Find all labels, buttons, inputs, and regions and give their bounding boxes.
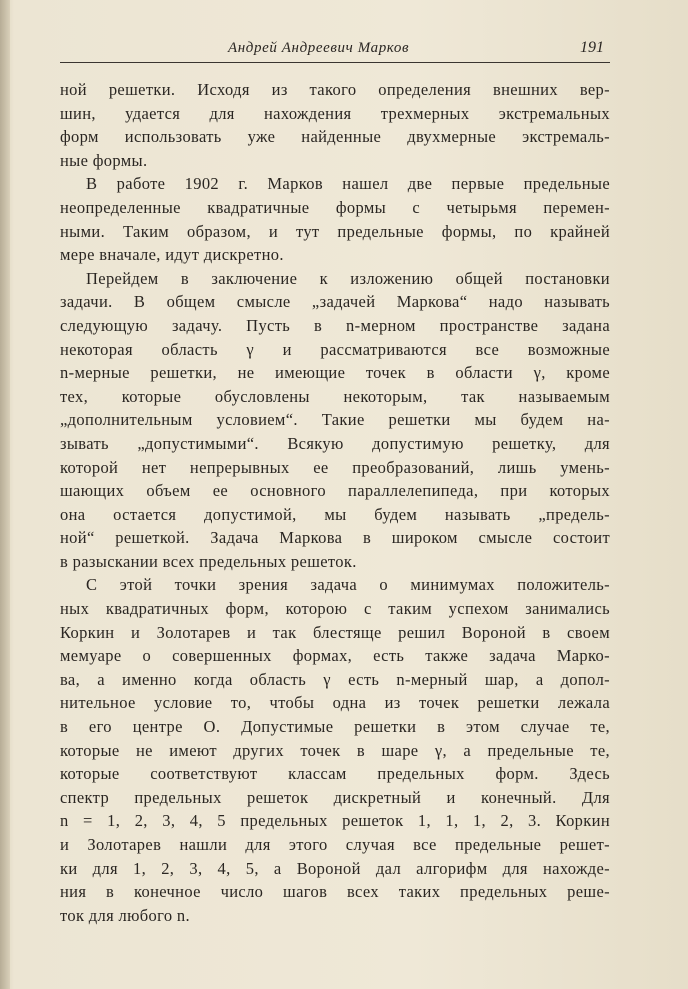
text-line: тех, которые обусловлены некоторым, так называемым [60,386,610,406]
text-line: С этой точки зрения задача о минимумах положитель- [86,575,610,595]
text-line: ных квадратичных форм, которою с таким успехом занимались [60,599,610,619]
text-line: в разыскании всех предельных решеток. [60,551,357,571]
text-line: ные формы. [60,150,148,170]
text-line: Перейдем в заключение к изложению общей постановки [86,268,610,288]
text-line: которые соответствуют классам предельных форм. Здесь [60,764,610,784]
text-line: задачи. В общем смысле „задачей Маркова“ надо называть [60,292,610,312]
text-line: n-мерные решетки, не имеющие точек в области γ, кроме [60,363,610,383]
text-line: ной“ решеткой. Задача Маркова в широком смысле состоит [60,528,610,548]
running-title: Андрей Андреевич Марков [228,40,410,56]
text-line: спектр предельных решеток дискретный и конечный. Для [60,787,610,807]
text-line: следующую задачу. Пусть в n-мерном пространстве задана [60,315,610,335]
text-line: форм использовать уже найденные двухмерные экстремаль- [60,127,610,147]
text-line: зывать „допустимыми“. Всякую допустимую решетку, для [60,433,610,453]
page-header [60,36,610,63]
text-line: некоторая область γ и рассматриваются все возможные [60,339,610,359]
body-text [60,78,610,927]
text-line: ки для 1, 2, 3, 4, 5, а Вороной дал алгорифм для нахожде- [60,858,610,878]
text-line: „дополнительным условием“. Такие решетки мы будем на- [60,410,610,430]
text-line: неопределенные квадратичные формы с четырьмя перемен- [60,197,610,217]
text-line: ной решетки. Исходя из такого определения внешних вер- [60,80,610,99]
text-line: мере вначале, идут дискретно. [60,245,284,265]
page-spine-shadow [0,0,10,989]
text-line: Коркин и Золотарев и так блестяще решил Вороной в своем [60,622,610,642]
text-line: ток для любого n. [60,905,190,925]
text-line: ва, а именно когда область γ есть n-мерный шар, а допол- [60,669,610,689]
text-line: шин, удается для нахождения трехмерных экстремальных [60,103,610,123]
text-line: n = 1, 2, 3, 4, 5 предельных решеток 1, 1, 1, 2, 3. Коркин [60,811,610,831]
text-line: шающих объем ее основного параллелепипеда, при которых [60,481,610,501]
text-line: которой нет непрерывных ее преобразований, лишь умень- [60,457,610,477]
text-line: она остается допустимой, мы будем называть „предель- [60,504,610,524]
page-number: 191 [580,39,604,56]
text-line: нительное условие то, чтобы одна из точек решетки лежала [60,693,610,713]
text-line: ния в конечное число шагов всех таких предельных реше- [60,882,610,902]
text-line: В работе 1902 г. Марков нашел две первые предельные [86,174,610,194]
text-line: в его центре O. Допустимые решетки в этом случае те, [60,717,610,737]
text-line: которые не имеют других точек в шаре γ, а предельные те, [60,740,610,760]
text-line: мемуаре о совершенных формах, есть также задача Марко- [60,646,610,666]
text-line: ными. Таким образом, и тут предельные формы, по крайней [60,221,610,241]
text-line: и Золотарев нашли для этого случая все предельные решет- [60,835,610,854]
